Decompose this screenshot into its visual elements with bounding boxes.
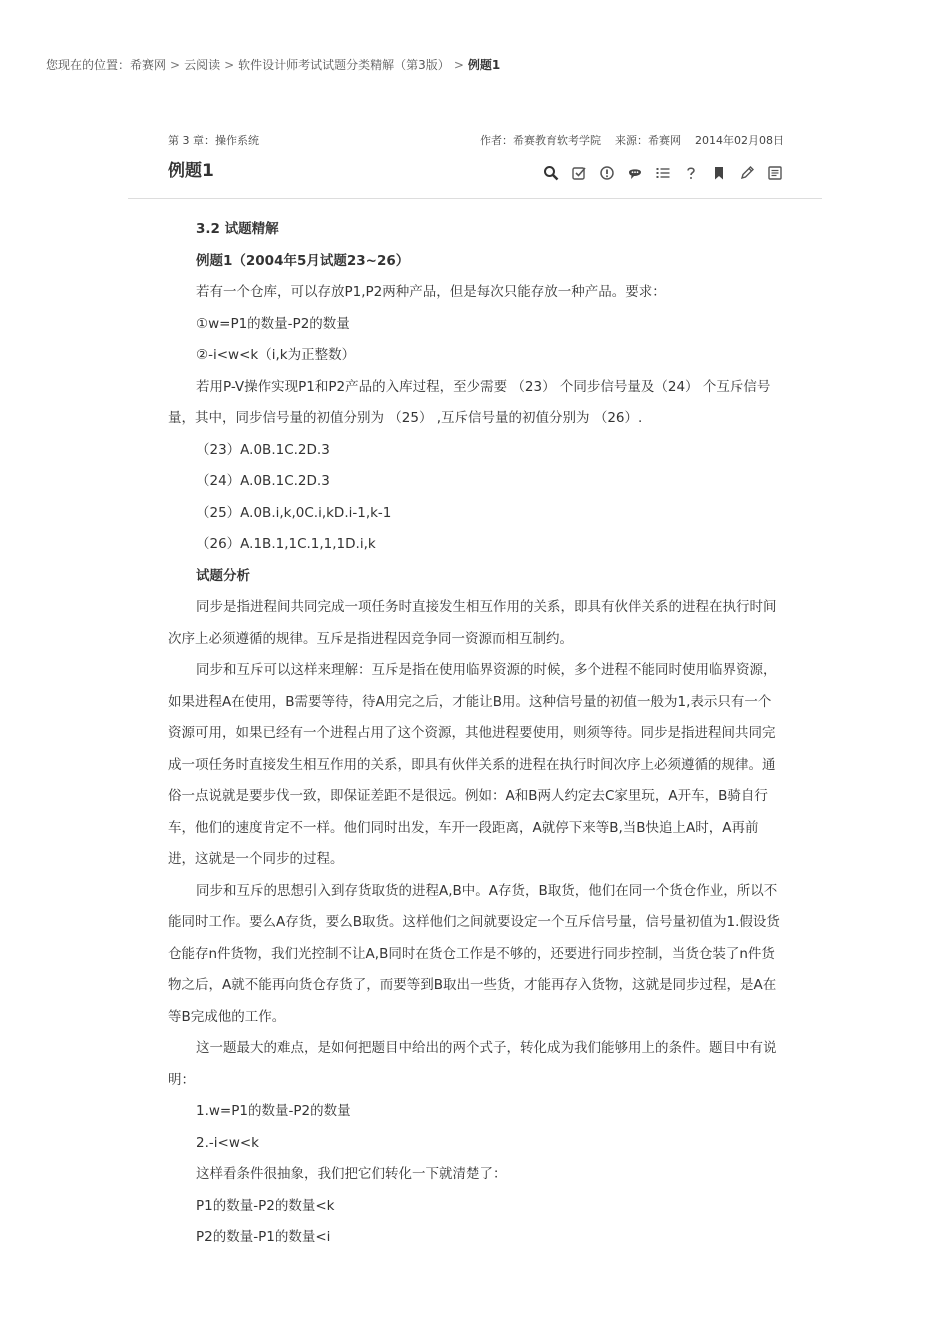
breadcrumb-current: 例题1 [467,58,501,72]
article-body [168,214,784,1254]
date: 2014年02月08日 [695,134,784,147]
check-icon[interactable] [570,164,588,182]
header-divider [128,198,822,199]
option-line: （23）A.0B.1C.2D.3 [196,441,330,458]
bookmark-icon[interactable] [710,164,728,182]
list-icon[interactable] [654,164,672,182]
breadcrumb-separator: > [224,58,235,72]
note-icon[interactable] [766,164,784,182]
option-line: （24）A.0B.1C.2D.3 [196,473,330,489]
author: 作者：希赛教育软考学院 [480,134,601,147]
breadcrumb-link-cloud-read[interactable]: 云阅读 [184,58,221,72]
chapter-label: 第 3 章：操作系统 [168,134,259,147]
list-item: 2.-i<w<k [196,1134,259,1151]
question-condition: ②-i<w<k（i,k为正整数） [196,347,356,363]
alert-icon[interactable] [598,164,616,182]
example-heading: 例题1（2004年5月试题23~26） [196,252,410,269]
list-item: 1.w=P1的数量-P2的数量 [196,1103,351,1119]
help-icon[interactable] [682,164,700,182]
equation-line: P1的数量-P2的数量<k [196,1197,335,1214]
paragraph: 这样看条件很抽象，我们把它们转化一下就清楚了： [196,1166,507,1182]
breadcrumb [46,56,500,73]
search-icon[interactable] [542,164,560,182]
breadcrumb-separator: > [453,58,464,72]
option-line: （26）A.1B.1,1C.1,1,1D.i,k [196,536,376,552]
question-intro: 若有一个仓库，可以存放P1,P2两种产品，但是每次只能存放一种产品。要求： [196,284,666,300]
paragraph: 同步是指进程间共同完成一项任务时直接发生相互作用的关系，即具有伙伴关系的进程在执行时间次序上必须遵循的规律。互斥是指进程因竞争同一资源而相互制约。 [168,599,777,647]
source: 来源：希赛网 [615,134,681,147]
breadcrumb-prefix: 您现在的位置： [46,58,131,72]
article-meta [466,132,784,148]
section-heading: 3.2 试题精解 [196,221,279,237]
breadcrumb-separator: > [170,58,181,72]
paragraph: 这一题最大的难点，是如何把题目中给出的两个式子，转化成为我们能够用上的条件。题目中有说明： [168,1040,777,1088]
paragraph: 同步和互斥的思想引入到存货取货的进程A,B中。A存货，B取货，他们在同一个货仓作业，所以不能同时工作。要么A存货，要么B取货。这样他们之间就要设定一个互斥信号量，信号量初值为1.假设货仓能存n件货物，我们光控制不让A,B同时在货仓工作是不够的，还要进行同步控制，当货仓装了n件货物之后，A就不能再向货仓存货了，而要等到B取出一些货，才能再存入货物，这就是同步过程，是A在等B完成他的工作。 [168,882,780,1025]
pencil-icon[interactable] [738,164,756,182]
comment-icon[interactable] [626,164,644,182]
paragraph: 同步和互斥可以这样来理解：互斥是指在使用临界资源的时候，多个进程不能同时使用临界资源，如果进程A在使用，B需要等待，待A用完之后，才能让B用。这种信号量的初值一般为1,表示只有一个资源可用，如果已经有一个进程占用了这个资源，其他进程要使用，则须等待。同步是指进程间共同完成一项任务时直接发生相互作用的关系，即具有伙伴关系的进程在执行时间次序上必须遵循的规律。通俗一点说就是要步伐一致，即保证差距不是很远。例如：A和B两人约定去C家里玩，A开车，B骑自行车，他们的速度肯定不一样。他们同时出发，车开一段距离，A就停下来等B,当B快追上A时，A再前进，这就是一个同步的过程。 [168,662,777,867]
analysis-heading: 试题分析 [196,567,250,584]
question-text: 若用P-V操作实现P1和P2产品的入库过程，至少需要 （23） 个同步信号量及（24） 个互斥信号量，其中，同步信号量的初值分别为 （25） ,互斥信号量的初值分别为 （26）. [168,378,771,426]
question-condition: ①w=P1的数量-P2的数量 [196,315,350,332]
toolbar [542,164,784,182]
option-line: （25）A.0B.i,k,0C.i,kD.i-1,k-1 [196,504,392,521]
equation-line: P2的数量-P1的数量<i [196,1229,331,1245]
breadcrumb-link-xisai[interactable]: 希赛网 [130,58,167,72]
page-title: 例题1 [168,161,214,181]
breadcrumb-link-book[interactable]: 软件设计师考试试题分类精解（第3版） [238,58,450,72]
